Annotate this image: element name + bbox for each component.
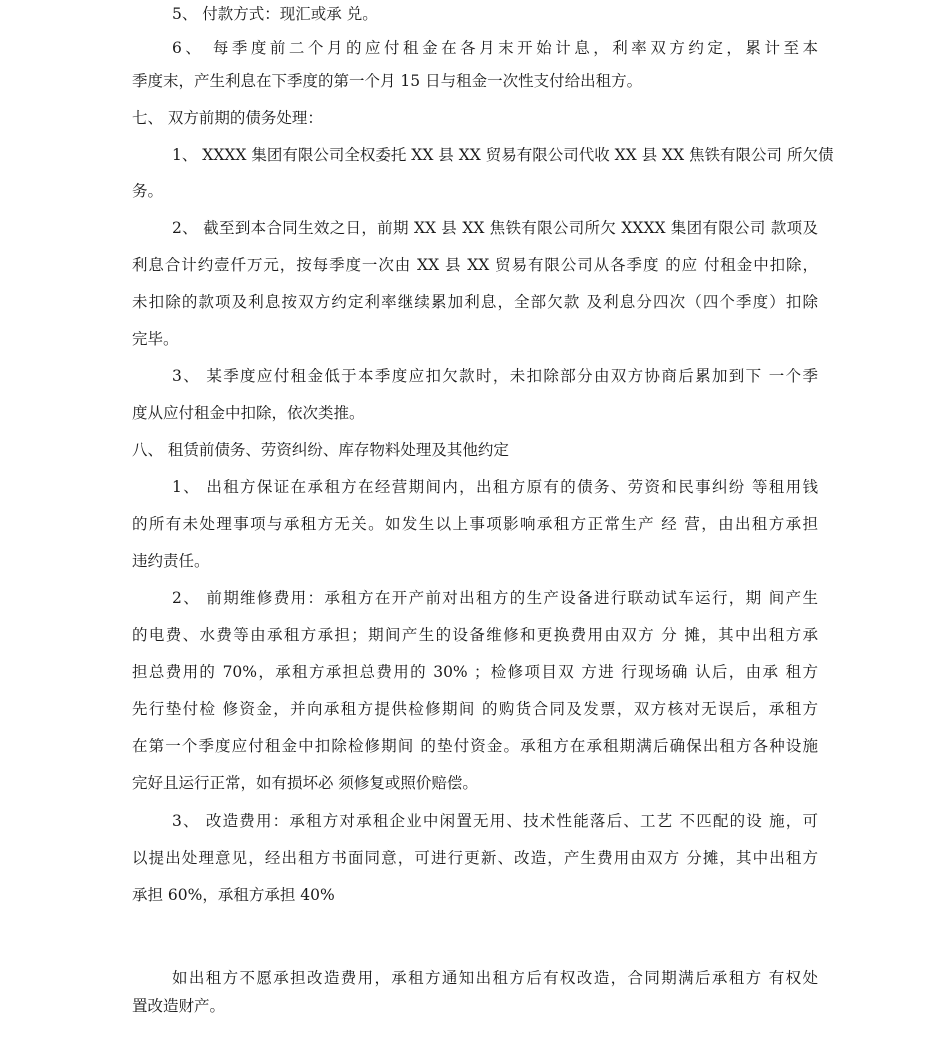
renovation-note-line-2: 置改造财产。 (132, 997, 226, 1015)
interest-clause-line-1: 6、 每季度前二个月的应付租金在各月末开始计息，利率双方约定，累计至本 (172, 39, 818, 57)
debt-clause-1-line-1: 1、 XXXX 集团有限公司全权委托 XX 县 XX 贸易有限公司代收 XX 县 XX 焦铁有限公司 所欠债 (172, 146, 834, 164)
lease-clause-2-line-1: 2、 前期维修费用：承租方在开产前对出租方的生产设备进行联动试车运行，期 间产生 (172, 589, 818, 607)
debt-clause-2-line-4: 完毕。 (132, 330, 179, 348)
debt-clause-2-line-1: 2、 截至到本合同生效之日，前期 XX 县 XX 焦铁有限公司所欠 XXXX 集团有限公司 款项及 (172, 219, 818, 237)
lease-clause-3-line-3: 承担 60%，承租方承担 40% (132, 886, 335, 904)
lease-clause-2-line-2: 的电费、水费等由承租方承担；期间产生的设备维修和更换费用由双方 分 摊，其中出租方承 (132, 626, 818, 644)
lease-clause-2-line-5: 在第一个季度应付租金中扣除检修期间 的垫付资金。承租方在承租期满后确保出租方各种设施 (132, 737, 818, 755)
lease-clause-1-line-3: 违约责任。 (132, 552, 210, 570)
section-heading-debt: 七、 双方前期的债务处理： (132, 109, 323, 127)
lease-clause-3-line-1: 3、 改造费用：承租方对承租企业中闲置无用、技术性能落后、工艺 不匹配的设 施，可 (172, 812, 818, 830)
lease-clause-2-line-4: 先行垫付检 修资金，并向承租方提供检修期间 的购货合同及发票，双方核对无误后，承租方 (132, 700, 818, 718)
payment-method-line: 5、 付款方式：现汇或承 兑。 (172, 5, 378, 23)
debt-clause-3-line-2: 度从应付租金中扣除，依次类推。 (132, 404, 365, 422)
renovation-note-line-1: 如出租方不愿承担改造费用，承租方通知出租方后有权改造，合同期满后承租方 有权处 (172, 969, 818, 987)
interest-clause-line-2: 季度末，产生利息在下季度的第一个月 15 日与租金一次性支付给出租方。 (132, 72, 643, 90)
section-heading-lease: 八、 租赁前债务、劳资纠纷、库存物料处理及其他约定 (132, 441, 509, 459)
lease-clause-3-line-2: 以提出处理意见，经出租方书面同意，可进行更新、改造，产生费用由双方 分摊，其中出租方 (132, 849, 818, 867)
lease-clause-1-line-1: 1、 出租方保证在承租方在经营期间内，出租方原有的债务、劳资和民事纠纷 等租用钱 (172, 478, 818, 496)
lease-clause-1-line-2: 的所有未处理事项与承租方无关。如发生以上事项影响承租方正常生产 经 营，由出租方承担 (132, 515, 818, 533)
debt-clause-3-line-1: 3、 某季度应付租金低于本季度应扣欠款时，未扣除部分由双方协商后累加到下 一个季 (172, 367, 818, 385)
lease-clause-2-line-6: 完好且运行正常，如有损坏必 须修复或照价赔偿。 (132, 774, 478, 792)
lease-clause-2-line-3: 担总费用的 70%，承租方承担总费用的 30% ；检修项目双 方进 行现场确 认后，由承 租方 (132, 663, 818, 681)
debt-clause-1-line-2: 务。 (132, 182, 164, 200)
debt-clause-2-line-3: 未扣除的款项及利息按双方约定利率继续累加利息，全部欠款 及利息分四次（四个季度）扣除 (132, 293, 818, 311)
debt-clause-2-line-2: 利息合计约壹仟万元，按每季度一次由 XX 县 XX 贸易有限公司从各季度 的应 付租金中扣除， (132, 256, 818, 274)
